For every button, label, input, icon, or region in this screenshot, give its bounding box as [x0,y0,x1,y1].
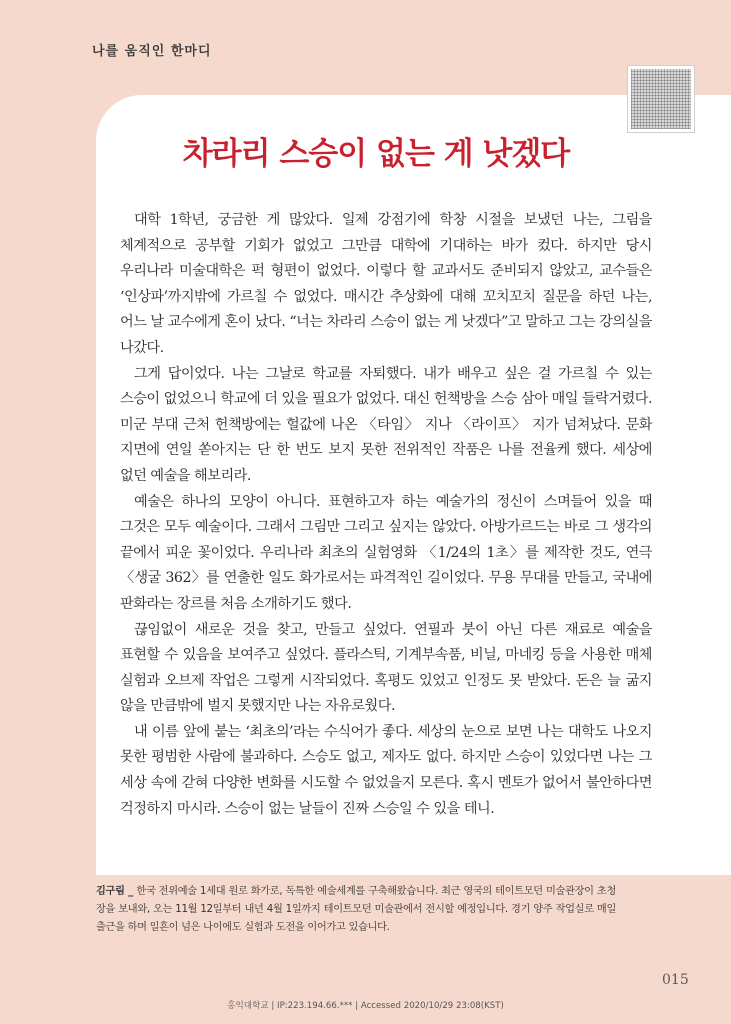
article-title: 차라리 스승이 없는 게 낫겠다 [182,136,570,172]
paragraph-4: 끊임없이 새로운 것을 찾고, 만들고 싶었다. 연필과 붓이 아닌 다른 재료로 예술을 표현할 수 있음을 보여주고 싶었다. 플라스틱, 기계부속품, 비닐, 마네킹 등을 사용한 매체 실험과 오브제 작업은 그렇게 시작되었다. 혹평도 있었고 인정도 못 받았다. 돈은 늘 굶지 않을 만큼밖에 벌지 못했지만 나는 자유로웠다. [120,621,652,715]
author-name: 김구림 _ [96,886,137,897]
paragraph-5: 내 이름 앞에 붙는 ‘최초의’라는 수식어가 좋다. 세상의 눈으로 보면 나는 대학도 나오지 못한 평범한 사람에 불과하다. 스승도 없고, 제자도 없다. 하지만 스승이 있었다면 나는 그 세상 속에 갇혀 다양한 변화를 시도할 수 없었을지 모른다. 혹시 멘토가 없어서 불안하다면 걱정하지 마시라. 스승이 없는 날들이 진짜 스승일 수 있을 테니. [120,723,652,817]
page-number: 015 [662,972,689,988]
section-label: 나를 움직인 한마디 [92,44,212,59]
author-bio-text: 한국 전위예술 1세대 원로 화가로, 독특한 예술세계를 구축해왔습니다. 최근 영국의 테이트모던 미술관장이 초청장을 보내와, 오는 11월 12일부터 내년 4월 1일까지 테이트모던 미술관에서 전시할 예정입니다. 경기 양주 작업실로 매일 출근을 하며 일흔이 넘은 나이에도 실험과 도전을 이어가고 있습니다. [96,886,616,933]
access-watermark: 홍익대학교 | IP:223.194.66.*** | Accessed 2020/10/29 23:08(KST) [227,1001,504,1011]
author-bio [96,883,616,937]
paragraph-1: 대학 1학년, 궁금한 게 많았다. 일제 강점기에 학창 시절을 보냈던 나는, 그림을 체계적으로 공부할 기회가 없었고 그만큼 대학에 기대하는 바가 컸다. 하지만 당시 우리나라 미술대학은 퍽 형편이 없었다. 이렇다 할 교과서도 준비되지 않았고, 교수들은 ‘인상파’까지밖에 가르칠 수 없었다. 매시간 추상화에 대해 꼬치꼬치 질문을 하던 나는, 어느 날 교수에게 혼이 났다. “너는 차라리 스승이 없는 게 낫겠다”고 말하고 그는 강의실을 나갔다. [120,212,652,356]
article-body [120,208,652,822]
paragraph-3: 예술은 하나의 모양이 아니다. 표현하고자 하는 예술가의 정신이 스며들어 있을 때 그것은 모두 예술이다. 그래서 그림만 그리고 싶지는 않았다. 아방가르드는 바로 그 생각의 끝에서 피운 꽃이었다. 우리나라 최초의 실험영화 〈1/24의 1초〉를 제작한 것도, 연극 〈생굴 362〉를 연출한 일도 화가로서는 파격적인 길이었다. 무용 무대를 만들고, 국내에 판화라는 장르를 처음 소개하기도 했다. [120,493,652,612]
paragraph-2: 그게 답이었다. 나는 그날로 학교를 자퇴했다. 내가 배우고 싶은 걸 가르칠 수 있는 스승이 없었으니 학교에 더 있을 필요가 없었다. 대신 헌책방을 스승 삼아 매일 들락거렸다. 미군 부대 근처 헌책방에는 헐값에 나온 〈타임〉 지나 〈라이프〉 지가 넘쳐났다. 문화 지면에 연일 쏟아지는 단 한 번도 보지 못한 전위적인 작품은 나를 전율케 했다. 세상에 없던 예술을 해보리라. [120,365,652,484]
qr-code-icon [628,66,694,132]
